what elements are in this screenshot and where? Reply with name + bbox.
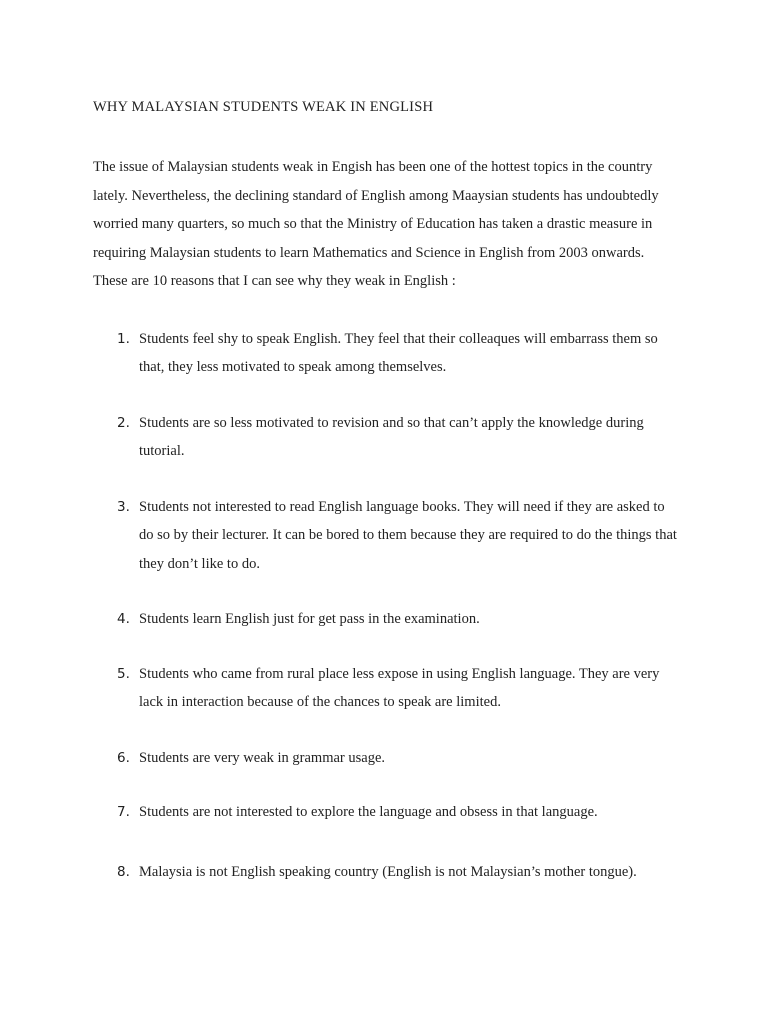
list-item-number: 7. [117,804,130,820]
list-item-text: Students who came from rural place less expose in using English language. They are very lack in interaction because of the chances to speak are limited. [139,665,660,710]
list-item-text: Students are so less motivated to revision and so that can’t apply the knowledge during tutorial. [139,414,644,459]
list-item [93,744,680,773]
list-item-number: 5. [117,665,130,682]
list-item-number: 8. [117,863,130,880]
list-item-number: 4. [117,611,130,627]
list-item-text: Students are not interested to explore the language and obsess in that language. [139,804,598,820]
list-item-number: 1. [117,330,130,347]
list-item-text: Students are very weak in grammar usage. [139,749,386,766]
list-item [93,660,680,717]
list-item [93,409,680,466]
list-item-text: Malaysia is not English speaking country (English is not Malaysian’s mother tongue). [139,863,637,880]
list-item [93,325,680,382]
document-title: WHY MALAYSIAN STUDENTS WEAK IN ENGLISH [93,99,434,115]
list-item [93,493,680,579]
list-item [93,798,680,827]
list-item-text: Students not interested to read English language books. They will need if they are asked to do so by their lecturer. It can be bored to them because they are required to do the things that they don’t like to do. [139,498,677,572]
list-item-number: 3. [117,498,130,515]
list-item [93,605,680,634]
list-item-number: 6. [117,749,130,766]
list-item-text: Students learn English just for get pass in the examination. [139,611,480,627]
list-item [93,858,680,887]
intro-paragraph: The issue of Malaysian students weak in Engish has been one of the hottest topics in the country lately. Nevertheless, the declining standard of English among Maaysian students has undoubtedly worried many quarters, so much so that the Ministry of Education has taken a drastic measure in requiring Malaysian students to learn Mathematics and Science in English from 2003 onwards. These are 10 reasons that I can see why they weak in English : [93,159,659,289]
reasons-list [93,325,680,887]
list-item-text: Students feel shy to speak English. They feel that their colleaques will embarrass them so that, they less motivated to speak among themselves. [139,330,658,375]
list-item-number: 2. [117,414,130,431]
